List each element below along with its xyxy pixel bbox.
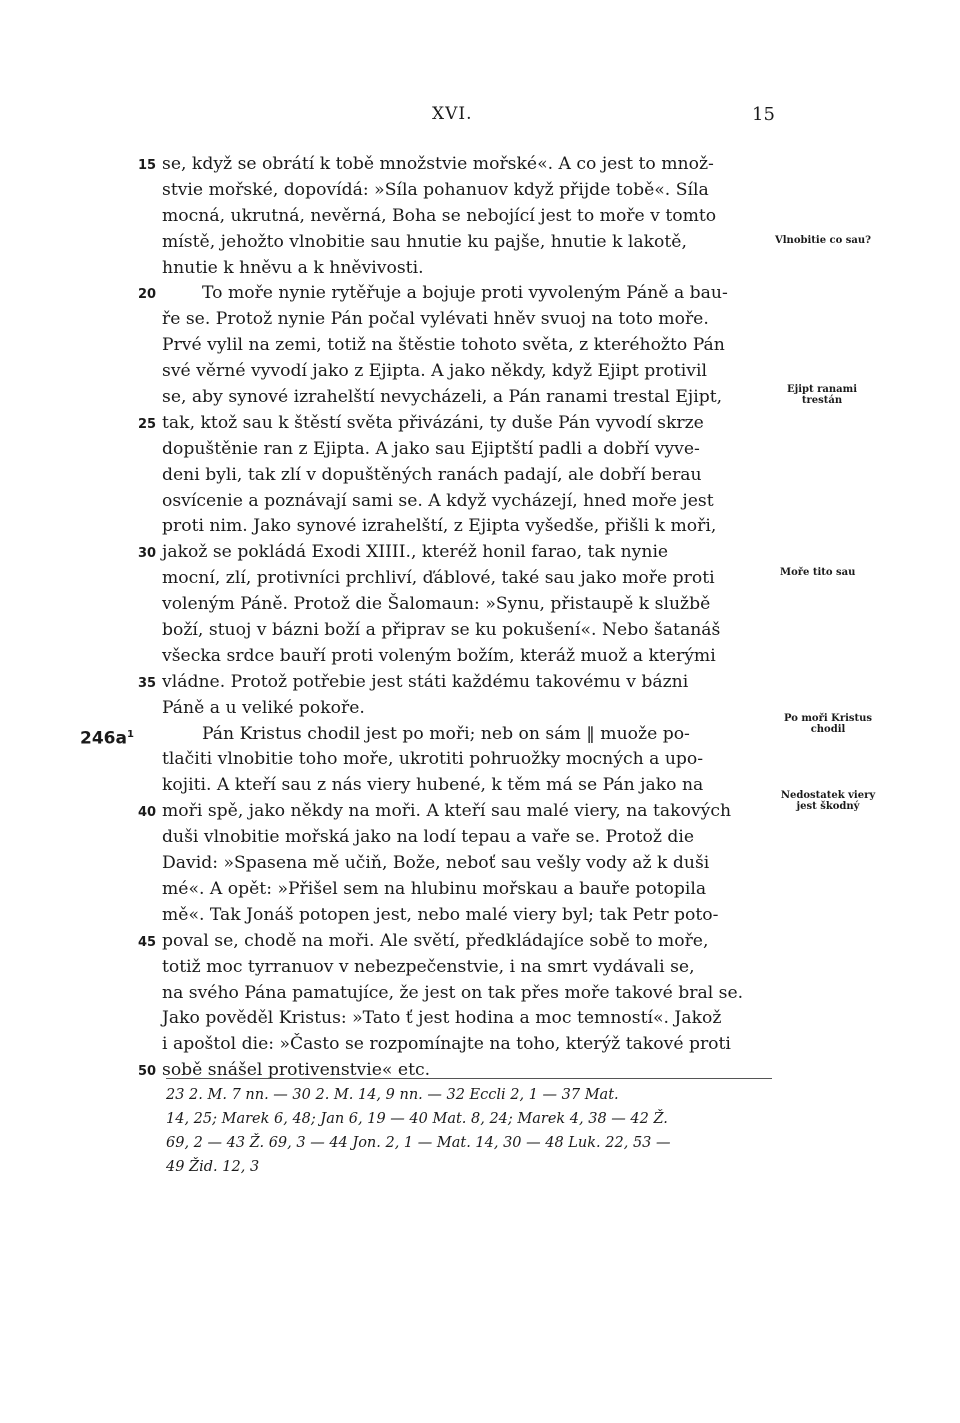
- footnote-separator: [166, 1078, 772, 1079]
- line-text: mě«. Tak Jonáš potopen jest, nebo malé viery byl; tak Petr poto-: [162, 904, 719, 925]
- text-line: [130, 566, 770, 592]
- text-line: [130, 359, 770, 385]
- body-text: [80, 152, 770, 1084]
- text-line: [130, 903, 770, 929]
- footnotes: [166, 1083, 776, 1179]
- line-text: se, když se obrátí k tobě množstvie mořské«. A co jest to množ-: [162, 154, 714, 174]
- text-line: [130, 152, 770, 178]
- line-text: proti nim. Jako synové izrahelští, z Ejipta vyšedše, přišli k moři,: [162, 516, 717, 537]
- text-line: [130, 281, 770, 307]
- margin-note-4: Po moři Kristus chodil: [783, 713, 873, 735]
- text-line: [130, 592, 770, 618]
- line-number: 15: [138, 158, 157, 173]
- margin-note-3: Moře tito sau: [780, 567, 856, 578]
- folio-superscript: 1: [126, 728, 134, 740]
- line-text: stvie mořské, dopovídá: »Síla pohanuov když přijde tobě«. Síla: [162, 179, 709, 200]
- line-text: poval se, chodě na moři. Ale světí, předkládajíce sobě to moře,: [162, 930, 709, 951]
- line-text: sobě snášel protivenstvie« etc.: [162, 1060, 431, 1081]
- text-line: [130, 799, 770, 825]
- text-line: [130, 1006, 770, 1032]
- line-number: 35: [138, 675, 157, 691]
- text-line: [130, 178, 770, 204]
- text-line: [130, 877, 770, 903]
- text-line: [130, 773, 770, 799]
- footnote-line: 49 Žid. 12, 3: [166, 1159, 260, 1175]
- line-number: 25: [138, 416, 157, 432]
- text-line: [130, 981, 770, 1007]
- text-line: [130, 437, 770, 463]
- text-line: [130, 514, 770, 540]
- line-text: vládne. Protož potřebie jest státi každému takovému v bázni: [162, 671, 689, 692]
- text-line: [130, 1058, 770, 1084]
- line-text: Pán Kristus chodil jest po moři; neb on sám ‖ muože po-: [202, 723, 690, 744]
- line-number: 40: [138, 805, 157, 821]
- line-text: všecka srdce bauří proti voleným božím, kteráž muož a kterými: [162, 645, 716, 666]
- text-line: [130, 256, 770, 282]
- text-line: [130, 307, 770, 333]
- text-line: [130, 385, 770, 411]
- footnote-line: 69, 2 — 43 Ž. 69, 3 — 44 Jon. 2, 1 — Mat. 14, 30 — 48 Luk. 22, 53 —: [166, 1135, 671, 1151]
- line-text: mocná, ukrutná, nevěrná, Boha se nebojící jest to moře v tomto: [162, 205, 717, 226]
- line-number: 50: [138, 1064, 157, 1080]
- running-head: [0, 104, 960, 128]
- line-text: dopuštěnie ran z Ejipta. A jako sau Ejiptští padli a dobří vyve-: [162, 438, 700, 459]
- page-number: 15: [752, 104, 775, 125]
- line-number: 20: [138, 287, 157, 303]
- line-text: své věrné vyvodí jako z Ejipta. A jako někdy, když Ejipt protivil: [162, 361, 707, 382]
- line-text: Páně a u veliké pokoře.: [162, 697, 365, 718]
- line-text: na svého Pána pamatujíce, že jest on tak přes moře takové bral se.: [162, 982, 744, 1003]
- text-line: [130, 489, 770, 515]
- text-line: [130, 929, 770, 955]
- line-text: se, aby synové izrahelští nevycházeli, a Pán ranami trestal Ejipt,: [162, 387, 723, 408]
- text-line: [130, 825, 770, 851]
- text-line: [130, 955, 770, 981]
- text-line: [130, 618, 770, 644]
- footnote-line: 23 2. M. 7 nn. — 30 2. M. 14, 9 nn. — 32 Eccli 2, 1 — 37 Mat.: [166, 1087, 619, 1103]
- line-text: ře se. Protož nynie Pán počal vylévati hněv svuoj na toto moře.: [162, 309, 709, 330]
- margin-note-5: Nedostatek viery jest škodný: [780, 790, 876, 812]
- text-line: [130, 333, 770, 359]
- line-text: osvícenie a poznávají sami se. A když vycházejí, hned moře jest: [162, 490, 714, 511]
- line-text: boží, stuoj v bázni boží a připrav se ku pokušení«. Nebo šatanáš: [162, 620, 721, 641]
- text-line: [80, 722, 770, 749]
- line-text: mocní, zlí, protivníci prchliví, ďáblové, také sau jako moře proti: [162, 568, 715, 589]
- line-text: jakož se pokládá Exodi XIIII., kteréž honil farao, tak nynie: [162, 542, 669, 563]
- line-text: Prvé vylil na zemi, totiž na štěstie tohoto světa, z kteréhožto Pán: [162, 335, 725, 356]
- text-line: [130, 230, 770, 256]
- line-text: i apoštol die: »Často se rozpomínajte na toho, kterýž takové proti: [162, 1034, 731, 1055]
- text-line: [130, 644, 770, 670]
- line-text: deni byli, tak zlí v dopuštěných ranách padají, ale dobří berau: [162, 464, 702, 485]
- margin-note-2: Ejipt ranami trestán: [786, 384, 857, 406]
- margin-note-1: Vlnobitie co sau?: [775, 235, 872, 246]
- line-text: tlačiti vlnobitie toho moře, ukrotiti pohruožky mocných a upo-: [162, 749, 704, 770]
- text-line: [130, 696, 770, 722]
- text-line: [130, 204, 770, 230]
- text-line: [130, 670, 770, 696]
- text-line: [130, 540, 770, 566]
- text-line: [130, 1032, 770, 1058]
- line-number: 45: [138, 934, 157, 950]
- line-text: To moře nynie rytěřuje a bojuje proti vyvoleným Páně a bau-: [202, 283, 728, 304]
- line-text: moři spě, jako někdy na moři. A kteří sau malé viery, na takových: [162, 801, 732, 822]
- folio-number: 246a: [80, 728, 127, 749]
- text-line: [130, 851, 770, 877]
- line-text: tak, ktož sau k štěstí světa přivázáni, ty duše Pán vyvodí skrze: [162, 412, 704, 433]
- folio-marker: [80, 722, 134, 753]
- line-text: David: »Spasena mě učiň, Bože, neboť sau vešly vody až k duši: [162, 853, 710, 874]
- text-line: [130, 463, 770, 489]
- line-text: místě, jehožto vlnobitie sau hnutie ku pajše, hnutie k lakotě,: [162, 231, 687, 252]
- line-text: kojiti. A kteří sau z nás viery hubené, k těm má se Pán jako na: [162, 775, 704, 796]
- text-line: [130, 411, 770, 437]
- footnote-line: 14, 25; Marek 6, 48; Jan 6, 19 — 40 Mat. 8, 24; Marek 4, 38 — 42 Ž.: [166, 1111, 668, 1127]
- line-text: mé«. A opět: »Přišel sem na hlubinu mořskau a bauře potopila: [162, 878, 707, 899]
- line-text: duši vlnobitie mořská jako na lodí tepau a vaře se. Protož die: [162, 827, 695, 848]
- line-text: hnutie k hněvu a k hněvivosti.: [162, 257, 424, 278]
- line-number: 30: [138, 546, 157, 562]
- line-text: voleným Páně. Protož die Šalomaun: »Synu, přistaupě k službě: [162, 594, 711, 615]
- line-text: Jako pověděl Kristus: »Tato ť jest hodina a moc temností«. Jakož: [162, 1008, 722, 1029]
- text-line: [130, 747, 770, 773]
- line-text: totiž moc tyrranuov v nebezpečenstvie, i na smrt vydávali se,: [162, 956, 695, 977]
- chapter-title: XVI.: [432, 104, 473, 124]
